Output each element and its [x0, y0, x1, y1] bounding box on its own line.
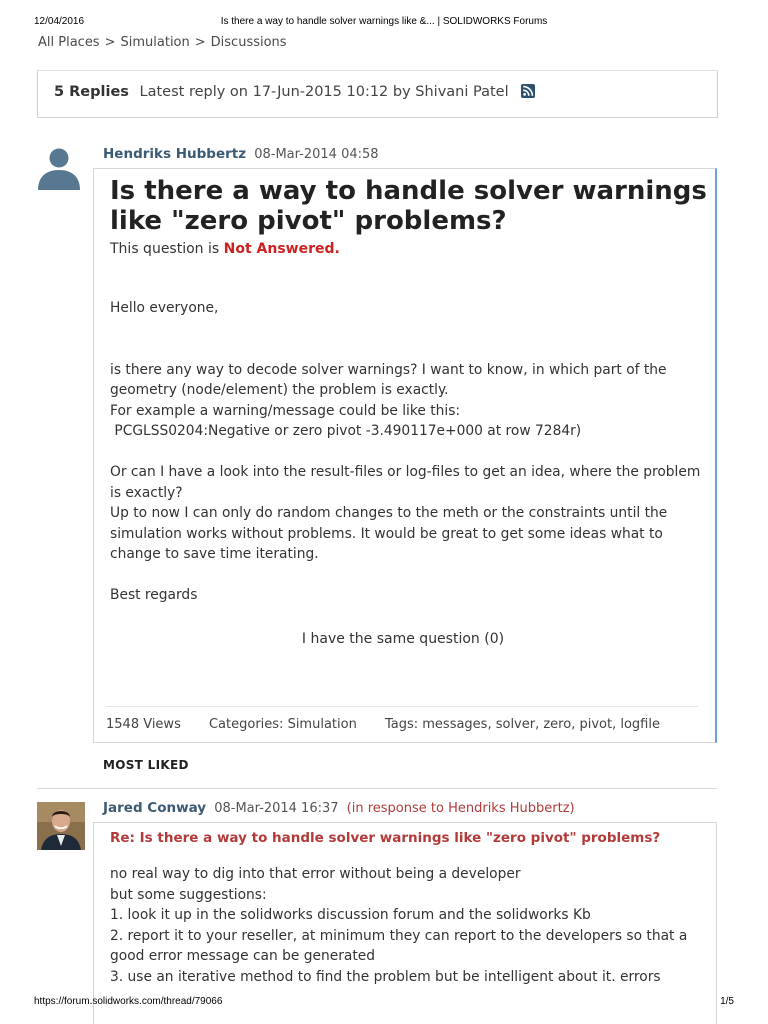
status-not-answered: Not Answered.	[223, 241, 340, 257]
tags[interactable]: Tags: messages, solver, zero, pivot, logfile	[384, 717, 660, 732]
breadcrumb-separator: >	[104, 35, 116, 50]
reply-date: 08-Mar-2014 16:37	[214, 801, 339, 816]
latest-reply: Latest reply on 17-Jun-2015 10:12 by Shivani Patel	[139, 84, 509, 100]
print-footer	[34, 996, 734, 1010]
body-spacer	[110, 442, 705, 463]
most-liked-heading: MOST LIKED	[103, 758, 189, 772]
question-date: 08-Mar-2014 04:58	[254, 147, 379, 162]
breadcrumb-simulation[interactable]: Simulation	[120, 35, 190, 50]
same-question-button[interactable]: I have the same question (0)	[301, 631, 505, 647]
breadcrumb	[38, 35, 287, 50]
reply-line: 3. use an iterative method to find the problem but be intelligent about it. errors	[110, 968, 661, 985]
print-url: https://forum.solidworks.com/thread/79066	[34, 996, 223, 1007]
status-prefix: This question is	[110, 241, 224, 257]
reply-line: 2. report it to your reseller, at minimum they can report to the developers so that a good error message can be generated	[110, 927, 688, 964]
breadcrumb-all-places[interactable]: All Places	[38, 35, 100, 50]
print-date: 12/04/2016	[34, 16, 85, 27]
print-doc-title: Is there a way to handle solver warnings like &... | SOLIDWORKS Forums	[220, 16, 548, 27]
rss-icon[interactable]	[521, 84, 535, 98]
body-spacer	[110, 339, 705, 360]
reply-line: but some suggestions:	[110, 886, 267, 903]
question-author-line	[103, 146, 379, 162]
user-photo-avatar[interactable]	[37, 802, 85, 850]
body-paragraph: Hello everyone,	[110, 300, 219, 316]
reply-author-name[interactable]: Jared Conway	[103, 800, 207, 816]
thread-replies-bar	[37, 70, 718, 118]
reply-body	[110, 864, 710, 987]
body-paragraph: For example a warning/message could be like this:	[110, 402, 461, 419]
body-spacer	[110, 319, 705, 340]
question-author-name[interactable]: Hendriks Hubbertz	[103, 146, 247, 162]
view-count: 1548 Views	[106, 717, 181, 732]
body-signoff: Best regards	[110, 587, 198, 603]
breadcrumb-separator: >	[194, 35, 206, 50]
body-paragraph: Or can I have a look into the result-files or log-files to get an idea, where the problem is exactly?	[110, 464, 701, 501]
question-title: Is there a way to handle solver warnings like "zero pivot" problems?	[110, 176, 707, 236]
breadcrumb-discussions[interactable]: Discussions	[210, 35, 287, 50]
reply-line: 1. look it up in the solidworks discussion forum and the solidworks Kb	[110, 907, 591, 923]
in-response-link[interactable]: (in response to Hendriks Hubbertz)	[346, 801, 575, 816]
categories[interactable]: Categories: Simulation	[208, 717, 357, 732]
reply-line: no real way to dig into that error without being a developer	[110, 866, 521, 882]
body-paragraph: is there any way to decode solver warnings? I want to know, in which part of the geometry (node/element) the problem is exactly.	[110, 361, 667, 398]
question-body	[110, 298, 705, 606]
body-spacer	[110, 565, 705, 586]
print-header	[34, 16, 734, 30]
body-code-line: PCGLSS0204:Negative or zero pivot -3.490117e+000 at row 7284r)	[110, 423, 582, 439]
section-divider	[37, 788, 717, 789]
question-meta	[106, 706, 698, 732]
default-avatar-icon[interactable]	[35, 143, 83, 191]
print-page-number: 1/5	[720, 996, 734, 1007]
body-paragraph: Up to now I can only do random changes to the meth or the constraints until the simulation works without problems. It would be great to get some ideas what to change to save time iterating.	[110, 505, 668, 562]
reply-author-line	[103, 800, 575, 816]
reply-count[interactable]: 5 Replies	[54, 84, 129, 100]
reply-title[interactable]: Re: Is there a way to handle solver warnings like "zero pivot" problems?	[110, 830, 661, 846]
question-status	[110, 241, 340, 257]
